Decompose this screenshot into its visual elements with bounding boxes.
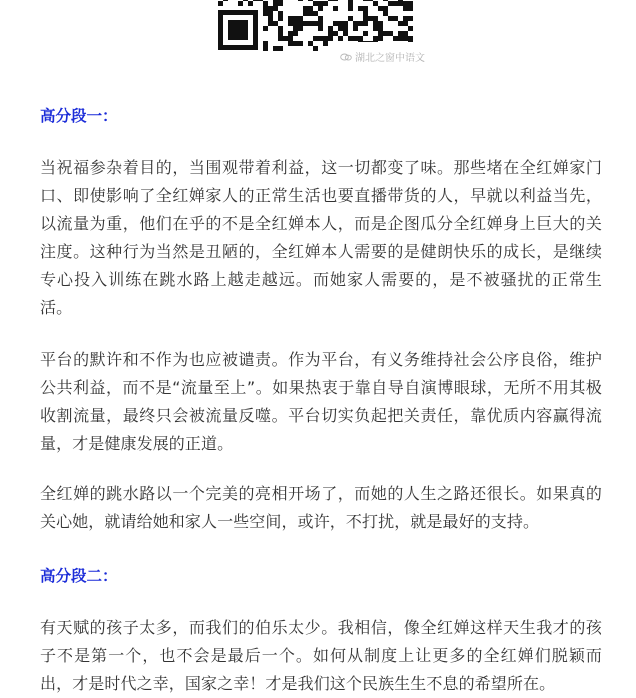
wechat-icon xyxy=(340,53,352,61)
watermark-text: 湖北之窗中语文 xyxy=(355,53,425,64)
paragraph-1: 当祝福参杂着目的，当围观带着利益，这一切都变了味。那些堵在全红婵家门口、即使影响了全红婵家人的正常生活也要直播带货的人，早就以利益当先，以流量为重，他们在乎的不是全红婵本人，而是企图瓜分全红婵身上巨大的关注度。这种行为当然是丑陋的，全红婵本人需要的是健朗快乐的成长，是继续专心投入训练在跳水路上越走越远。而她家人需要的，是不被骚扰的正常生活。 xyxy=(40,158,602,317)
paragraph-3: 全红婵的跳水路以一个完美的亮相开场了，而她的人生之路还很长。如果真的关心她，就请给她和家人一些空间，或许，不打扰，就是最好的支持。 xyxy=(40,484,602,531)
watermark xyxy=(340,49,425,64)
paragraph-4: 有天赋的孩子太多，而我们的伯乐太少。我相信，像全红婵这样天生我才的孩子不是第一个，也不会是最后一个。如何从制度上让更多的全红婵们脱颖而出，才是时代之幸，国家之幸！才是我们这个民族生生不息的希望所在。 xyxy=(40,618,602,693)
section-heading-2: 高分段二： xyxy=(40,567,118,585)
qr-code xyxy=(218,0,414,52)
section-heading-1: 高分段一： xyxy=(40,107,118,125)
paragraph-2: 平台的默许和不作为也应被谴责。作为平台，有义务维持社会公序良俗，维护公共利益，而不是“流量至上”。如果热衷于靠自导自演博眼球，无所不用其极收割流量，最终只会被流量反噬。平台切实负起把关责任，靠优质内容赢得流量，才是健康发展的正道。 xyxy=(40,350,602,453)
